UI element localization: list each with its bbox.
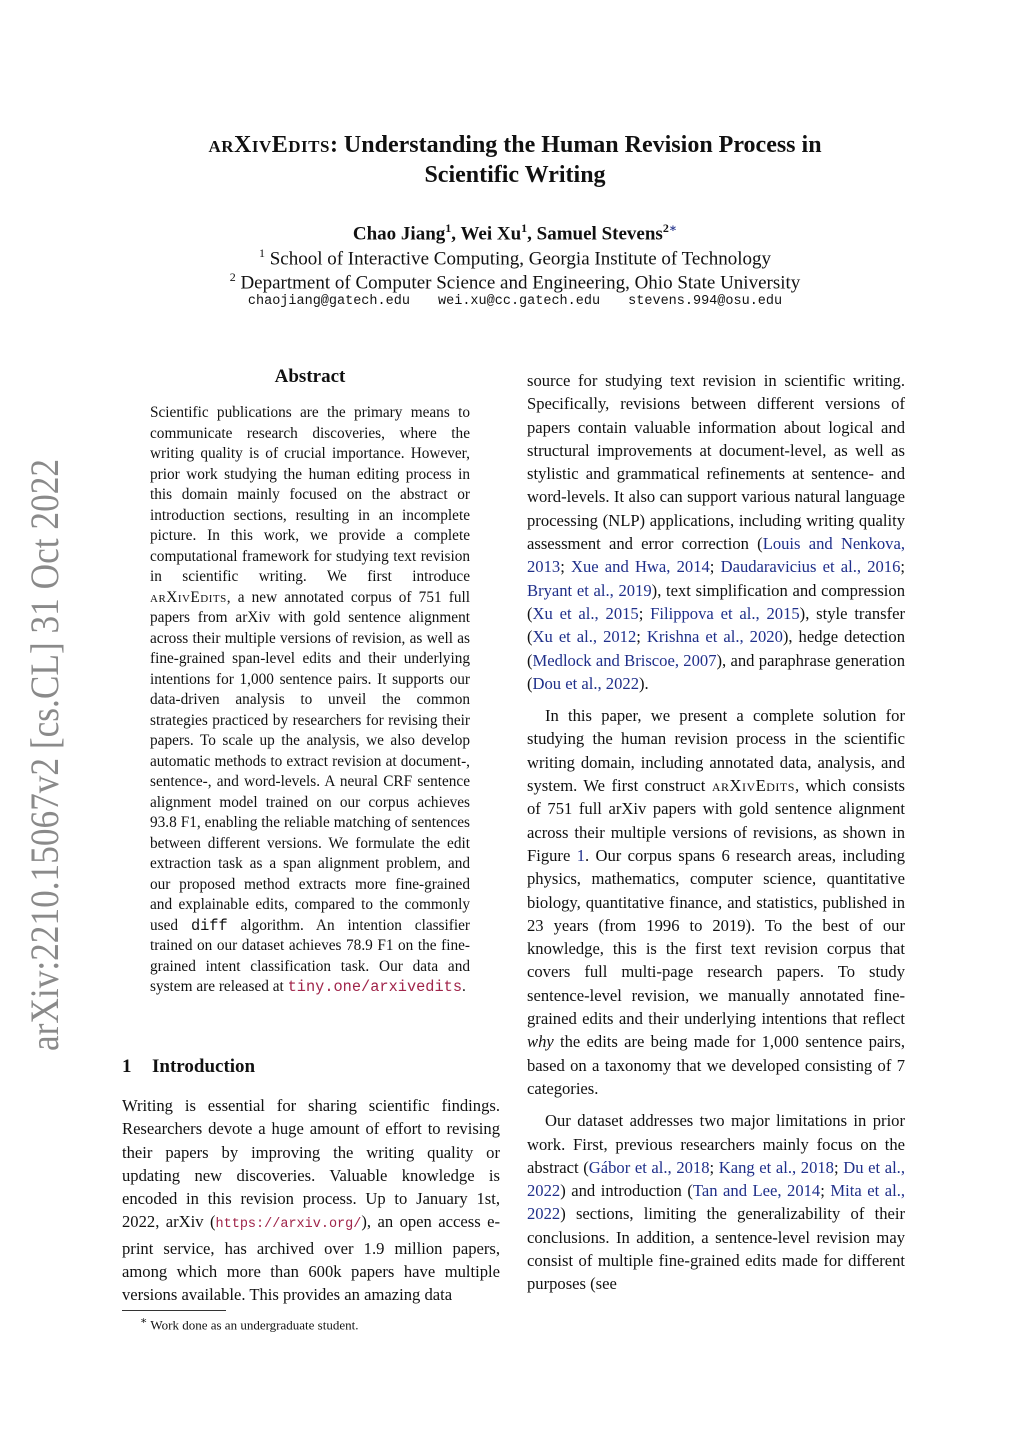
data-url-link[interactable]: tiny.one/arxivedits — [287, 978, 463, 996]
author-name: Samuel Stevens — [536, 223, 663, 245]
citation-link[interactable]: Xu et al., 2012 — [532, 627, 637, 647]
citation-link[interactable]: Kang et al., 2018 — [718, 1157, 834, 1177]
abstract-heading: Abstract — [274, 366, 346, 387]
citation-link[interactable]: Louis and Nenkova, 2013 — [527, 534, 905, 577]
author-name: Wei Xu — [460, 223, 522, 245]
citation-link[interactable]: Dou et al., 2022 — [532, 673, 639, 693]
corpus-name: arXivEdits — [150, 588, 227, 606]
right-column — [527, 369, 905, 1305]
citation-link[interactable]: Xu et al., 2015 — [532, 603, 639, 623]
title-corpus-name: arXivEdits — [208, 132, 330, 158]
footnote-text: Work done as an undergraduate student. — [150, 1317, 359, 1333]
affiliation-line — [140, 265, 890, 295]
affiliation-text: School of Interactive Computing, Georgia Institute of Technology — [269, 248, 772, 270]
affiliation-mark: 1 — [445, 221, 452, 235]
paper-title — [140, 130, 890, 190]
body-text: ), style transfer ( — [527, 603, 905, 647]
email: stevens.994@osu.edu — [628, 294, 783, 309]
body-text: Our dataset addresses two major limitations in prior work. First, previous researchers mainly focus on the abstract ( — [527, 1111, 905, 1177]
title-line1-rest: : Understanding the Human Revision Process in — [329, 132, 822, 158]
body-text: ) sections, limiting the generalizability of their conclusions. In addition, a sentence-level revision may consist of multiple fine-grained edits made for different purposes (see — [527, 1204, 905, 1294]
emphasis: why — [527, 1032, 554, 1052]
footnote — [140, 1314, 359, 1333]
body-text: , which consists of 751 full arXiv papers with gold sentence alignment across their multiple versions of revisions, as shown in Figure — [527, 776, 905, 865]
citation-link[interactable]: Medlock and Briscoe, 2007 — [532, 650, 717, 670]
body-text: the edits are being made for 1,000 sentence pairs, based on a taxonomy that we developed consisting of 7 categories. — [527, 1032, 905, 1098]
body-text: ). — [639, 673, 649, 693]
inline-code: diff — [190, 916, 228, 935]
figure-reference-link[interactable]: 1 — [576, 845, 585, 865]
affiliation-mark: 1 — [258, 246, 265, 260]
citation-link[interactable]: Krishna et al., 2020 — [646, 627, 783, 647]
citation-link[interactable]: Gábor et al., 2018 — [588, 1157, 710, 1177]
section-heading-introduction — [122, 1056, 255, 1078]
body-text: . Our corpus spans 6 research areas, including physics, mathematics, computer science, quantitative biology, quantitative finance, and statistics, published in 23 years (from 1996 to 2019). To the best of our knowledge, this is the first text revision corpus that covers full multi-page research papers. To study sentence-level revision, we manually annotated fine-grained edits and their underlying intentions that reflect — [527, 845, 905, 1029]
citation-link[interactable]: Mita et al., 2022 — [527, 1181, 905, 1224]
author-name: Chao Jiang — [352, 223, 446, 245]
affiliation-text: Department of Computer Science and Engineering, Ohio State University — [240, 272, 801, 294]
body-text: ), and paraphrase generation ( — [527, 650, 906, 693]
paragraph: Our dataset addresses two major limitations in prior work. First, previous researchers mainly focus on the abstract (Gábor et al., 2018; Kang et al., 2018; Du et al., 2022) and introduction (Tan and Lee, 2014; Mita et al., 2022) sections, limiting the generalizability of their conclusions. In addition, a sentence-level revision may consist of multiple fine-grained edits made for different purposes (see — [527, 1111, 905, 1294]
citation-link[interactable]: Daudaravicius et al., 2016 — [720, 557, 901, 577]
paragraph: source for studying text revision in scientific writing. Specifically, revisions between different versions of papers contain valuable information about logical and structural improvements at document-level, as well as stylistic and grammatical refinements at sentence- and word-levels. It also can support various natural language processing (NLP) applications, including writing quality assessment and error correction (Louis and Nenkova, 2013; Xue and Hwa, 2014; Daudaravicius et al., 2016; Bryant et al., 2019), text simplification and compression (Xu et al., 2015; Filippova et al., 2015), style transfer (Xu et al., 2012; Krishna et al., 2020), hedge detection (Medlock and Briscoe, 2007), and paraphrase generation (Dou et al., 2022). — [527, 371, 906, 693]
title-line2: Scientific Writing — [424, 162, 606, 188]
citation-link[interactable]: Tan and Lee, 2014 — [692, 1181, 821, 1201]
abstract-body — [150, 403, 470, 998]
footnote-divider — [122, 1310, 226, 1311]
abstract-text: , a new annotated corpus of 751 full papers from arXiv with gold sentence alignment across their multiple versions of revision, as well as fine-grained span-level edits and their underlying intentions for 1,000 sentence pairs. It supports our data-driven analysis to unveil the common strategies practiced by researchers for revising their papers. To scale up the analysis, we also develop automatic methods to extract revision at document-, sentence-, and word-levels. A neural CRF sentence alignment model trained on our corpus achieves 93.8 F1, enabling the reliable matching of sentences between different versions. We formulate the edit extraction task as a span alignment problem, and our proposed method extracts more fine-grained and explainable edits, compared to the commonly used — [150, 588, 470, 934]
email: wei.xu@cc.gatech.edu — [438, 294, 601, 309]
footnote-mark: ∗ — [140, 1315, 148, 1327]
email: chaojiang@gatech.edu — [247, 294, 410, 309]
body-text: ), hedge detection ( — [527, 627, 905, 670]
corpus-name: arXivEdits — [711, 776, 795, 796]
abstract-text: algorithm. An intention classifier trained on our dataset achieves 78.9 F1 on the fine-grained intent classification task. Our data and system are released at — [150, 916, 470, 995]
citation-link[interactable]: Bryant et al., 2019 — [527, 580, 652, 600]
abstract-text: Scientific publications are the primary means to communicate research discoveries, where the writing quality is of crucial importance. However, prior work studying the human editing process in this domain mainly focused on the abstract or introduction sections, resulting in an incomplete picture. In this work, we provide a complete computational framework for studying text revision in scientific writing. We first introduce — [150, 404, 470, 585]
body-text: Writing is essential for sharing scientific findings. Researchers devote a huge amount of effort to revising their papers by improving the writing quality or updating new discoveries. Valuable knowledge is encoded in this revision process. Up to January 1st, 2022, arXiv ( — [122, 1096, 500, 1232]
body-text: ) and introduction ( — [560, 1181, 693, 1201]
body-text: In this paper, we present a complete solution for studying the human revision process in the scientific writing domain, including annotated data, analysis, and system. We first construct — [527, 706, 905, 796]
affiliation-mark: 2 — [662, 221, 669, 235]
arxiv-url-link[interactable]: https://arxiv.org/ — [215, 1217, 362, 1233]
author-list: Chao Jiang$^1$, Wei Xu$^1$, Samuel Stevens$^{2∗}$ — [352, 221, 678, 245]
body-text: ), text simplification and compression ( — [527, 580, 905, 623]
abstract-text: . — [462, 978, 466, 995]
introduction-paragraph — [122, 1094, 500, 1307]
arxiv-stamp-text: arXiv:2210.15067v2 [cs.CL] 31 Oct 2022 — [22, 455, 67, 1051]
section-title: Introduction — [152, 1056, 256, 1077]
citation-link[interactable]: Du et al., 2022 — [527, 1157, 905, 1201]
arxiv-identifier-stamp — [12, 455, 68, 1055]
section-number: 1 — [122, 1056, 132, 1077]
body-text: ), an open access e-print service, has archived over 1.9 million papers, among which more than 600k papers have multiple versions available. This provides an amazing data — [122, 1212, 500, 1305]
author-emails — [140, 294, 890, 309]
affiliation-mark: 2 — [229, 270, 236, 284]
paragraph — [527, 704, 905, 1100]
body-text: source for studying text revision in scientific writing. Specifically, revisions between different versions of papers contain valuable information about logical and structural improvements at document-level, as well as stylistic and grammatical refinements at sentence- and word-levels. It also can support various natural language processing (NLP) applications, including writing quality assessment and error correction ( — [527, 371, 905, 554]
arxiv-stamp-svg — [12, 455, 68, 1055]
footnote-link[interactable]: ∗ — [668, 221, 678, 235]
citation-link[interactable]: Xue and Hwa, 2014 — [570, 557, 710, 577]
affiliation-mark: 1 — [521, 221, 528, 235]
citation-link[interactable]: Filippova et al., 2015 — [650, 603, 800, 623]
